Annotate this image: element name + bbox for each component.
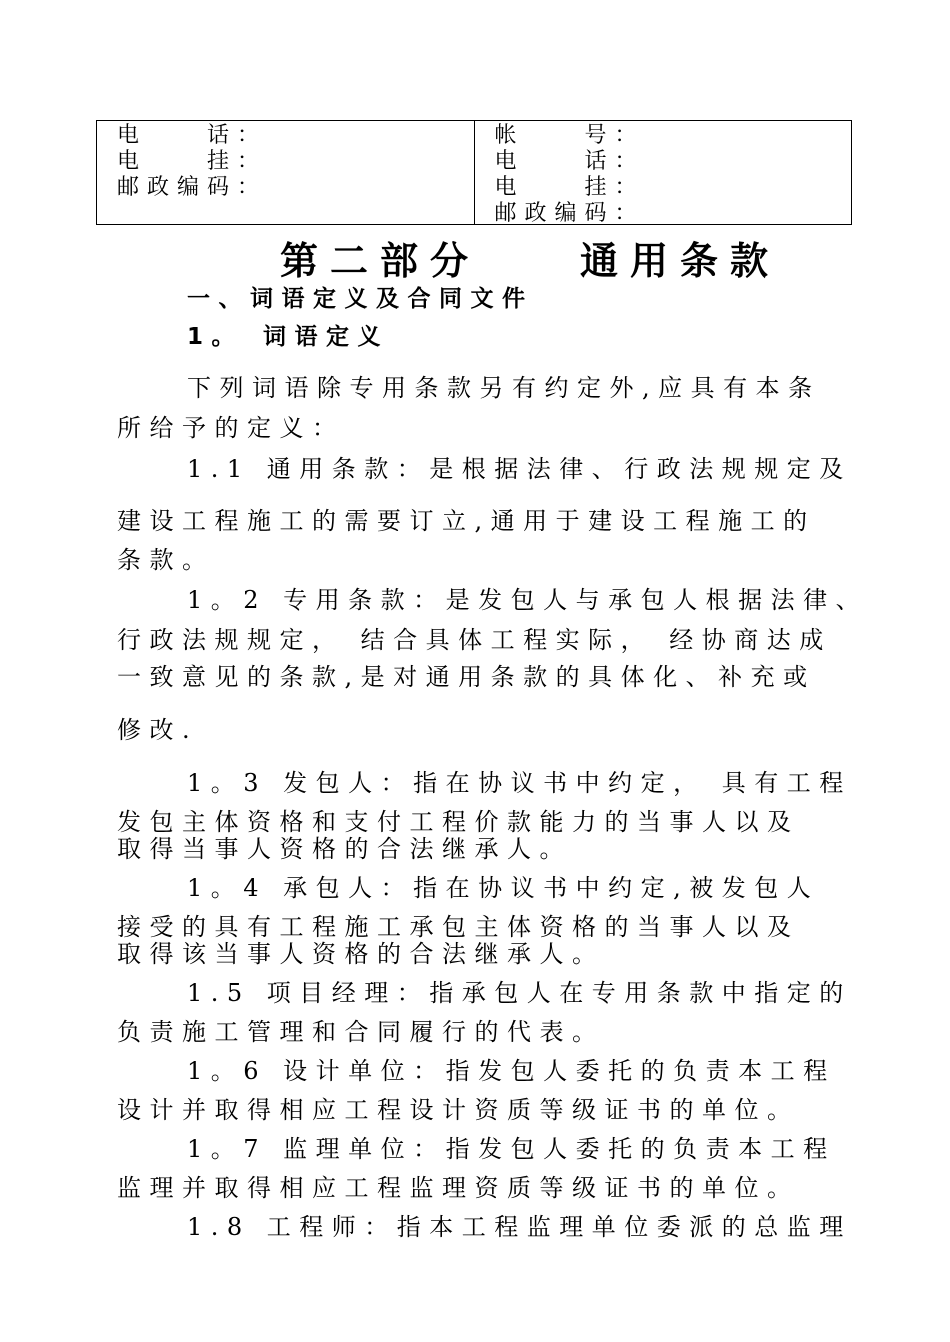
paragraph-line: 1。6 设计单位：指发包人委托的负责本工程 — [187, 1057, 836, 1085]
paragraph-line: 所给予的定义： — [117, 414, 345, 442]
page-title: 第二部分 通用条款 — [280, 239, 781, 283]
paragraph-line: 修改. — [117, 716, 199, 744]
paragraph-line: 1。2 专用条款：是发包人与承包人根据法律、 — [187, 586, 869, 614]
contact-column-right — [475, 121, 852, 224]
contact-column-left — [97, 121, 475, 224]
subsection-heading: 1。 词语定义 — [187, 324, 390, 350]
paragraph-line: 设计并取得相应工程设计资质等级证书的单位。 — [117, 1096, 800, 1124]
section-heading: 一、词语定义及合同文件 — [187, 286, 534, 312]
paragraph-line: 取得当事人资格的合法继承人。 — [117, 835, 572, 863]
cable-field-label: 电 挂： — [117, 149, 268, 174]
paragraph-line: 1。4 承包人：指在协议书中约定,被发包人 — [187, 874, 820, 902]
paragraph-line: 一致意见的条款,是对通用条款的具体化、补充或 — [117, 663, 816, 691]
paragraph-line: 监理并取得相应工程监理资质等级证书的单位。 — [117, 1174, 800, 1202]
paragraph-line: 下列词语除专用条款另有约定外,应具有本条 — [187, 374, 821, 402]
paragraph-line: 1.5 项目经理：指承包人在专用条款中指定的 — [187, 979, 852, 1007]
postcode-field-label: 邮政编码： — [494, 201, 645, 226]
paragraph-line: 建设工程施工的需要订立,通用于建设工程施工的 — [117, 507, 816, 535]
paragraph-line: 1.1 通用条款：是根据法律、行政法规规定及 — [187, 455, 852, 483]
paragraph-line: 1.8 工程师：指本工程监理单位委派的总监理 — [187, 1213, 852, 1241]
contact-info-table — [96, 120, 852, 225]
paragraph-line: 接受的具有工程施工承包主体资格的当事人以及 — [117, 913, 800, 941]
paragraph-line: 发包主体资格和支付工程价款能力的当事人以及 — [117, 808, 800, 836]
paragraph-line: 行政法规规定， 结合具体工程实际， 经协商达成 — [117, 626, 832, 654]
phone-field-label: 电 话： — [494, 149, 645, 174]
paragraph-line: 负责施工管理和合同履行的代表。 — [117, 1018, 605, 1046]
paragraph-line: 取得该当事人资格的合法继承人。 — [117, 940, 605, 968]
postcode-field-label: 邮政编码： — [117, 175, 268, 200]
phone-field-label: 电 话： — [117, 123, 268, 148]
cable-field-label: 电 挂： — [494, 175, 645, 200]
account-field-label: 帐 号： — [494, 123, 645, 148]
paragraph-line: 1。3 发包人：指在协议书中约定， 具有工程 — [187, 769, 852, 797]
paragraph-line: 条款。 — [117, 546, 215, 574]
paragraph-line: 1。7 监理单位：指发包人委托的负责本工程 — [187, 1135, 836, 1163]
